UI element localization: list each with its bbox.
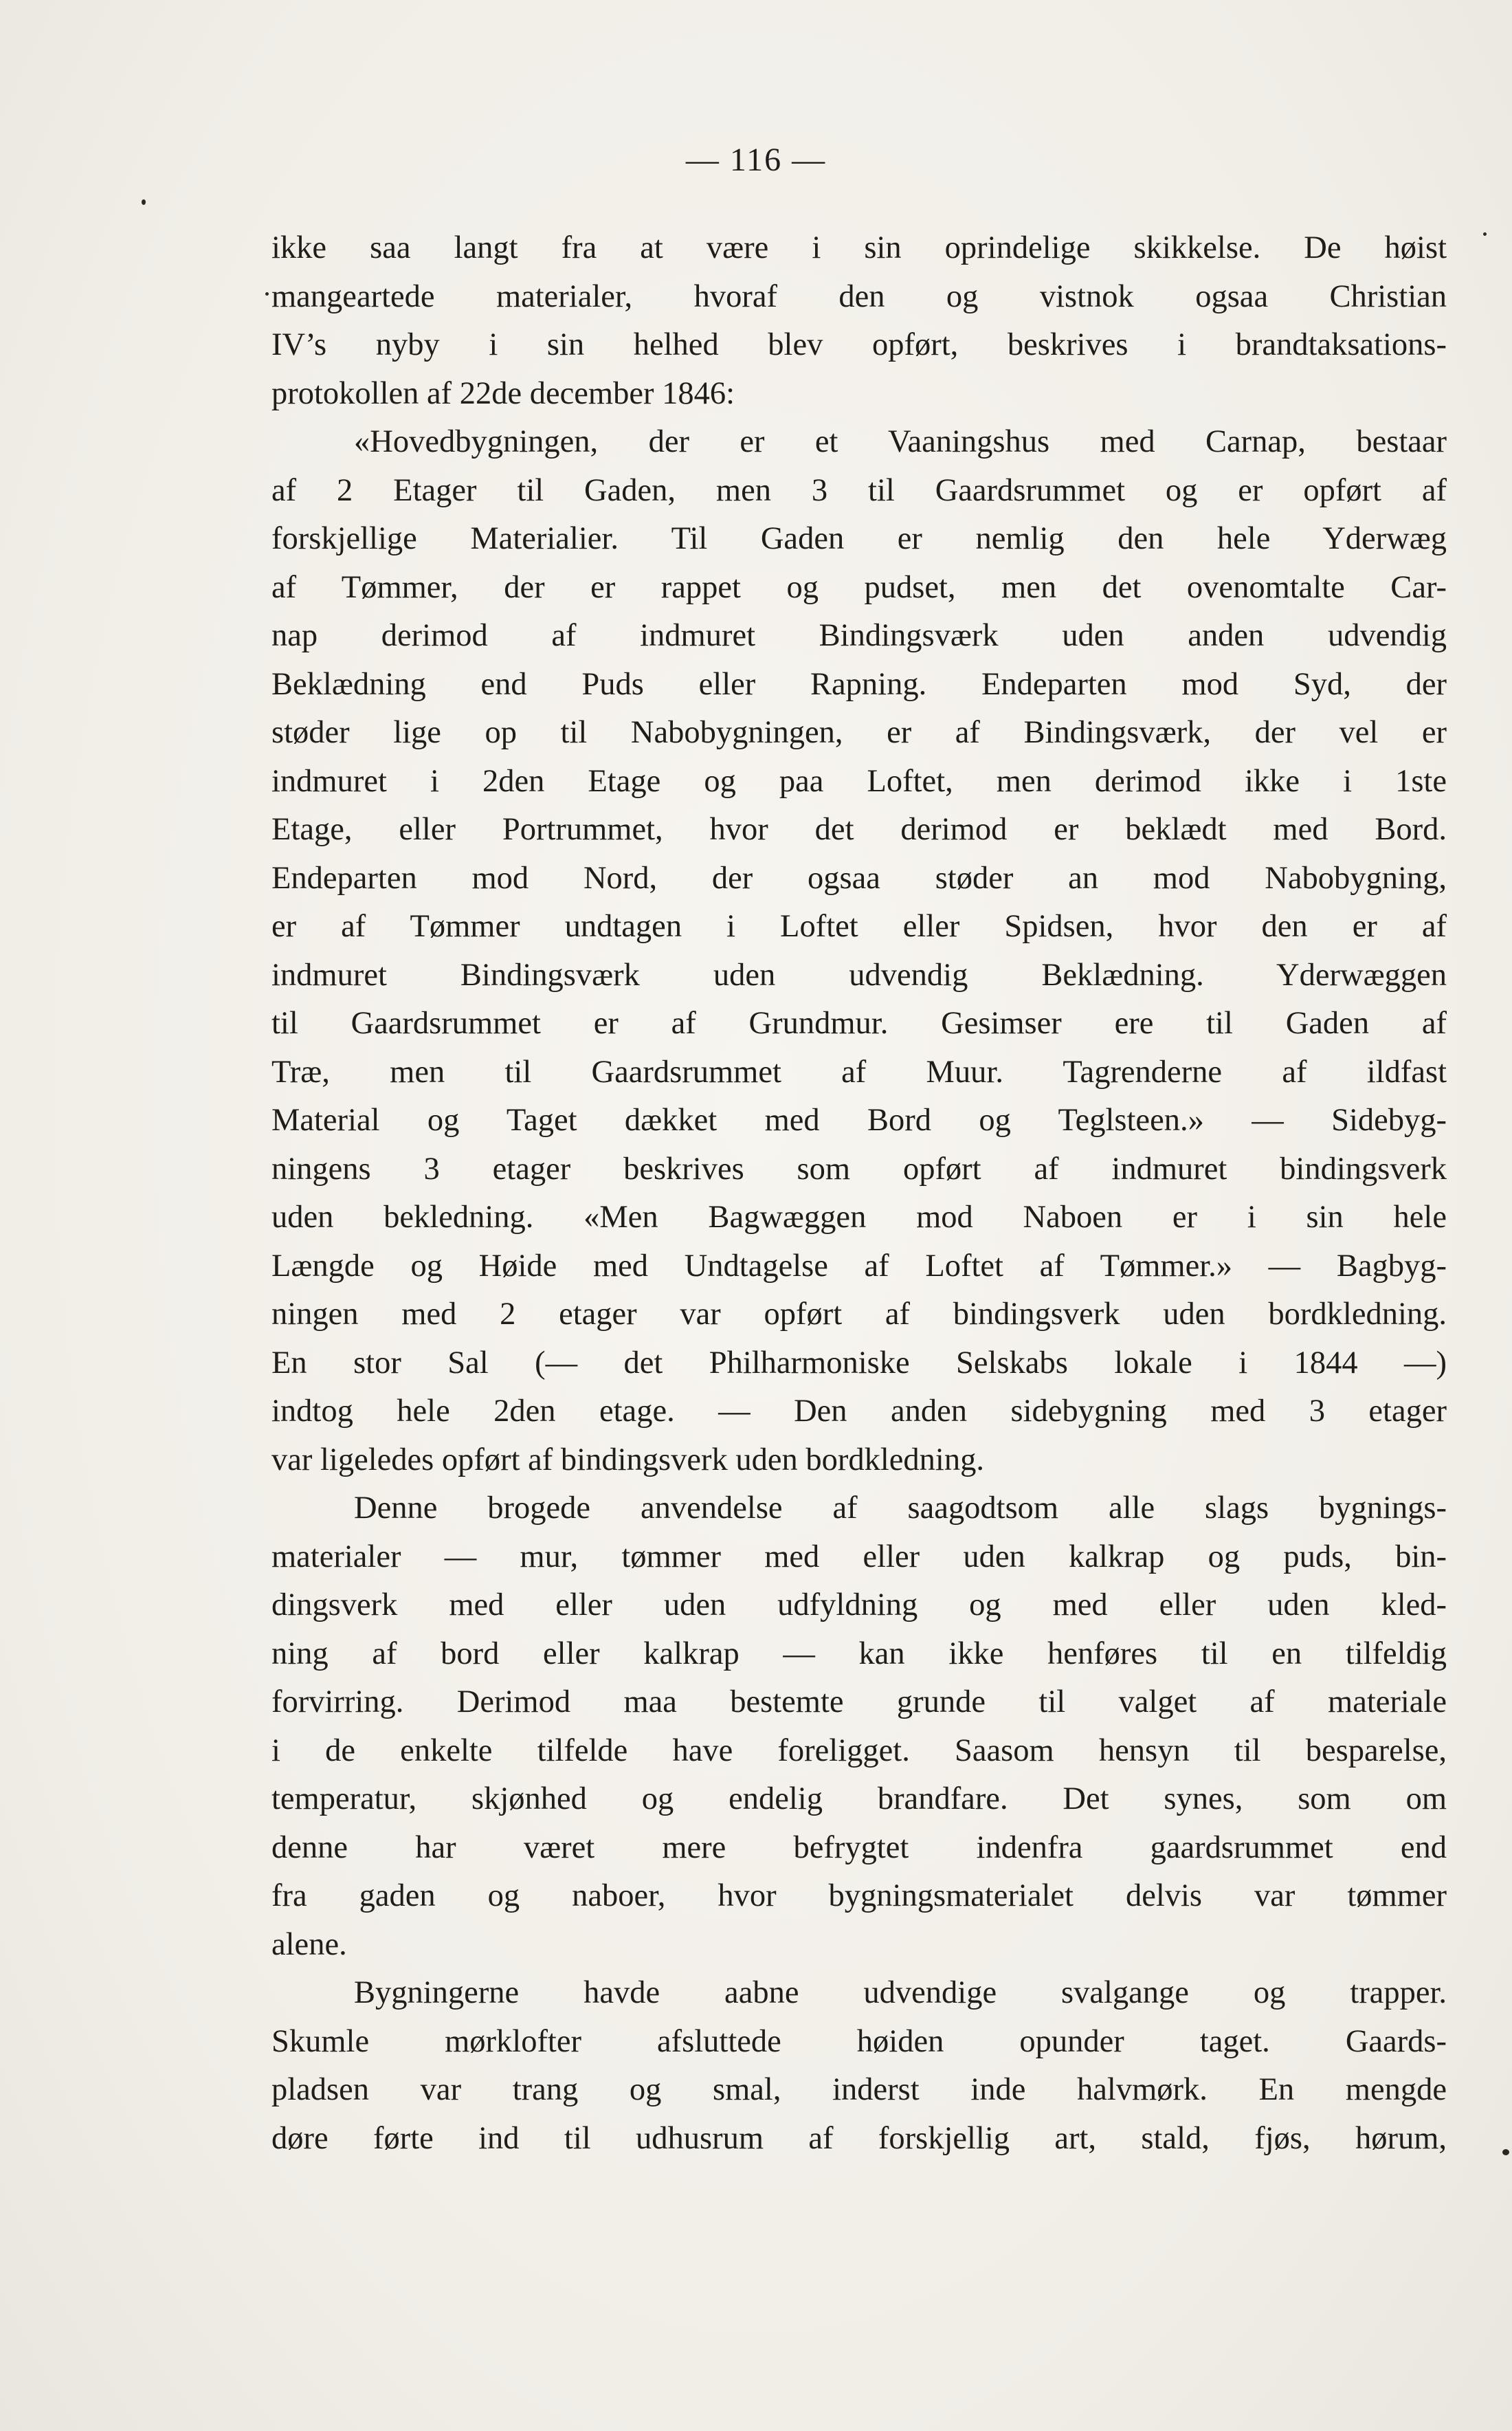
- text-line: fra gaden og naboer, hvor bygningsmaterialet delvis var tømmer: [271, 1878, 1447, 1913]
- text-line: Denne brogede anvendelse af saagodtsom alle slags bygnings-: [354, 1490, 1447, 1526]
- text-line: indmuret Bindingsværk uden udvendig Beklædning. Yderwæggen: [271, 957, 1447, 993]
- text-line: er af Tømmer undtagen i Loftet eller Spidsen, hvor den er af: [271, 909, 1447, 944]
- text-line: «Hovedbygningen, der er et Vaaningshus med Carnap, bestaar: [354, 424, 1447, 459]
- text-line: i de enkelte tilfelde have foreligget. Saasom hensyn til besparelse,: [271, 1732, 1447, 1768]
- text-line: En stor Sal (— det Philharmoniske Selskabs lokale i 1844 —): [271, 1345, 1447, 1380]
- text-line: uden bekledning. «Men Bagwæggen mod Naboen er i sin hele: [271, 1200, 1447, 1235]
- scan-speck: [1483, 232, 1487, 236]
- text-line: indtog hele 2den etage. — Den anden sidebygning med 3 etager: [271, 1394, 1447, 1429]
- text-line: pladsen var trang og smal, inderst inde halvmørk. En mengde: [271, 2072, 1447, 2107]
- scan-speck: [142, 199, 146, 205]
- text-line: til Gaardsrummet er af Grundmur. Gesimser ere til Gaden af: [271, 1006, 1447, 1041]
- text-line: støder lige op til Nabobygningen, er af Bindingsværk, der vel er: [271, 715, 1447, 750]
- text-line: Material og Taget dækket med Bord og Teglsteen.» — Sidebyg-: [271, 1103, 1447, 1138]
- text-line: af 2 Etager til Gaden, men 3 til Gaardsrummet og er opført af: [271, 472, 1447, 508]
- text-line: ning af bord eller kalkrap — kan ikke henføres til en tilfeldig: [271, 1636, 1447, 1671]
- text-line: Træ, men til Gaardsrummet af Muur. Tagrenderne af ildfast: [271, 1054, 1447, 1090]
- text-line: protokollen af 22de december 1846:: [271, 375, 735, 411]
- text-line: denne har været mere befrygtet indenfra gaardsrummet end: [271, 1829, 1447, 1865]
- body-text: [271, 224, 1447, 2163]
- text-line: Skumle mørklofter afsluttede høiden opunder taget. Gaards-: [271, 2023, 1447, 2059]
- text-line: nap derimod af indmuret Bindingsværk uden anden udvendig: [271, 618, 1447, 653]
- text-line: materialer — mur, tømmer med eller uden kalkrap og puds, bin-: [271, 1539, 1447, 1574]
- text-line: ningen med 2 etager var opført af bindingsverk uden bordkledning.: [271, 1297, 1447, 1332]
- text-line: døre førte ind til udhusrum af forskjellig art, stald, fjøs, hørum,: [271, 2120, 1447, 2156]
- text-line: Bygningerne havde aabne udvendige svalgange og trapper.: [354, 1975, 1447, 2010]
- text-line: Etage, eller Portrummet, hvor det derimod er beklædt med Bord.: [271, 812, 1447, 847]
- text-line: af Tømmer, der er rappet og pudset, men det ovenomtalte Car-: [271, 569, 1447, 605]
- text-line: Beklædning end Puds eller Rapning. Endeparten mod Syd, der: [271, 666, 1447, 702]
- scan-speck: [265, 292, 269, 296]
- text-line: Længde og Høide med Undtagelse af Loftet af Tømmer.» — Bagbyg-: [271, 1248, 1447, 1284]
- text-line: dingsverk med eller uden udfyldning og med eller uden kled-: [271, 1587, 1447, 1622]
- text-line: forskjellige Materialier. Til Gaden er nemlig den hele Yderwæg: [271, 521, 1447, 556]
- scan-speck: [1502, 2149, 1509, 2155]
- text-line: forvirring. Derimod maa bestemte grunde til valget af materiale: [271, 1684, 1447, 1719]
- page-number: — 116 —: [685, 142, 827, 178]
- text-line: mangeartede materialer, hvoraf den og vistnok ogsaa Christian: [271, 278, 1447, 314]
- text-line: alene.: [271, 1926, 347, 1962]
- text-line: ningens 3 etager beskrives som opført af indmuret bindingsverk: [271, 1151, 1447, 1187]
- text-line: ikke saa langt fra at være i sin oprindelige skikkelse. De høist: [271, 230, 1447, 265]
- text-line: IV’s nyby i sin helhed blev opført, beskrives i brandtaksations-: [271, 327, 1447, 362]
- text-line: var ligeledes opført af bindingsverk uden bordkledning.: [271, 1442, 984, 1477]
- text-line: indmuret i 2den Etage og paa Loftet, men derimod ikke i 1ste: [271, 763, 1447, 799]
- text-line: Endeparten mod Nord, der ogsaa støder an mod Nabobygning,: [271, 860, 1447, 896]
- text-line: temperatur, skjønhed og endelig brandfare. Det synes, som om: [271, 1781, 1447, 1816]
